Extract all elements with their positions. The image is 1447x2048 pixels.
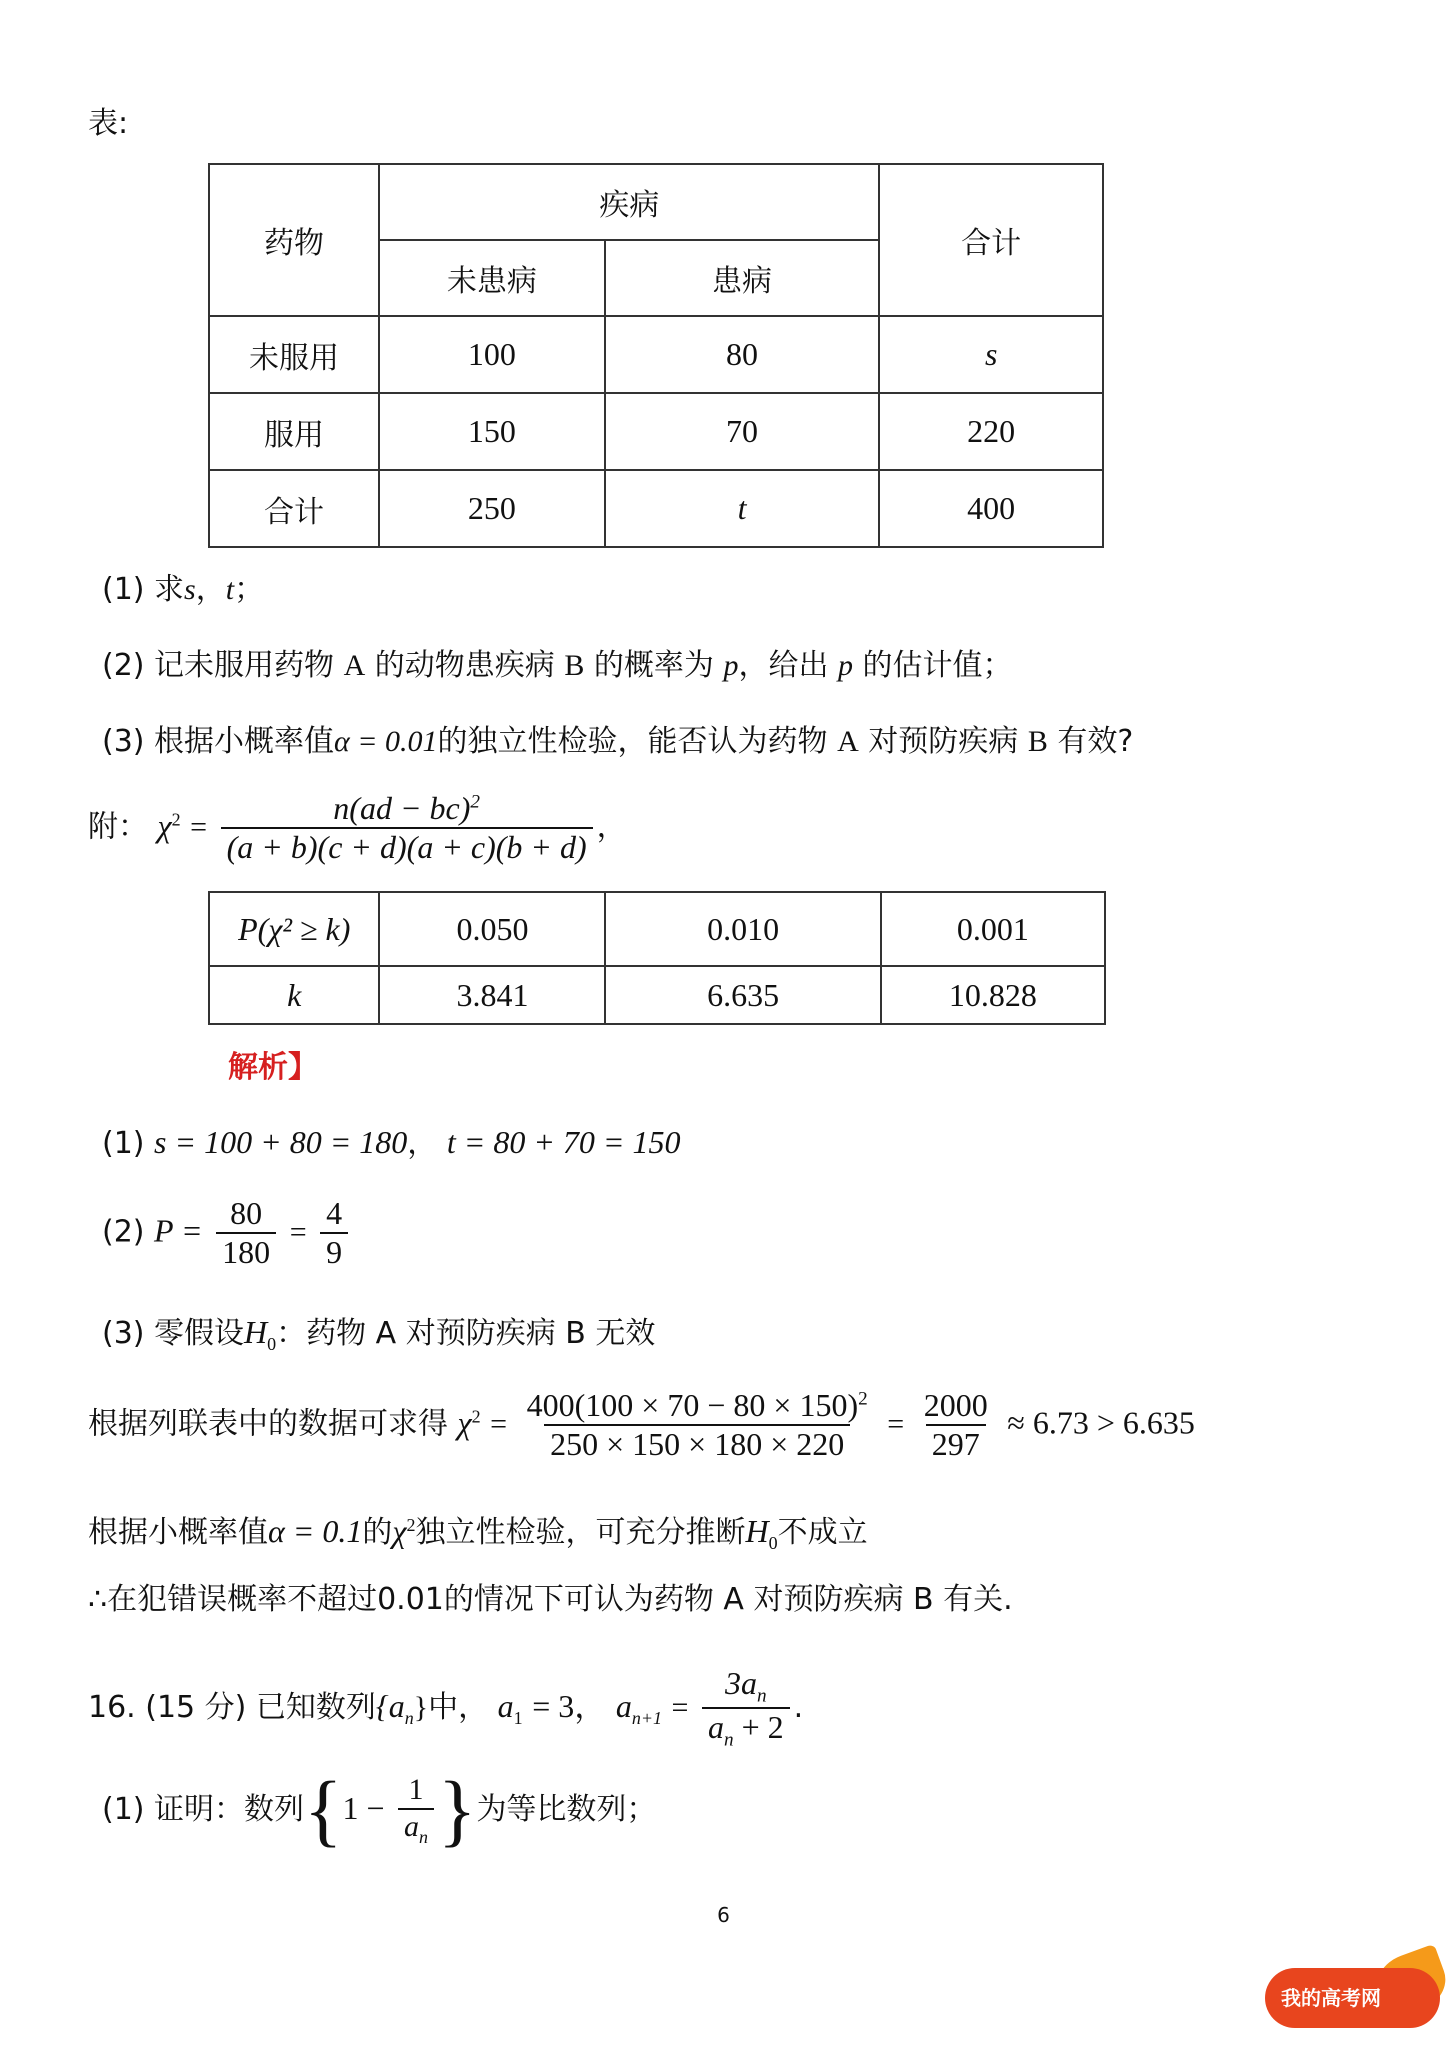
contingency-table [208, 163, 1104, 548]
p-value: 0.010 [605, 892, 880, 966]
th-has-disease: 患病 [605, 240, 880, 316]
appendix-formula: 附： $\chi^2$ = $\frac{n(ad - bc)^2}{(a + b)(c + d)(a + c)(b + d)}$ ， [88, 790, 627, 865]
cell: t [605, 470, 880, 547]
critical-value-table [208, 891, 1106, 1025]
cell: s [879, 316, 1103, 393]
solution-2: (2) P = $\frac{80}{180}$ = $\frac{4}{9}$ [102, 1195, 352, 1271]
cell: 150 [379, 393, 605, 470]
cell: 220 [879, 393, 1103, 470]
watermark-logo: 我的高考网 [1265, 1968, 1440, 2028]
section-label: 表: [88, 106, 129, 141]
row-label-k: k [209, 966, 379, 1024]
cell: 100 [379, 316, 605, 393]
question-3: (3) 根据小概率值α = 0.01的独立性检验，能否认为药物 A 对预防疾病 B 有效? [102, 724, 1134, 759]
cell: 70 [605, 393, 880, 470]
page-number: 6 [717, 1903, 730, 1927]
conclusion: ∴在犯错误概率不超过0.01的情况下可认为药物 A 对预防疾病 B 有关. [88, 1582, 1013, 1617]
cell: 80 [605, 316, 880, 393]
analysis-heading: 解析】 [228, 1050, 318, 1085]
row-label: 服用 [209, 393, 379, 470]
th-drug: 药物 [209, 164, 379, 316]
row-label: 未服用 [209, 316, 379, 393]
k-value: 10.828 [881, 966, 1105, 1024]
flame-icon [1368, 1944, 1447, 2022]
problem-16: 16. (15 分) 已知数列$\{a_n\}$中， $a_1 = 3$， $a_{n+1}$ = $\frac{3a_n}{a_n + 2}$ . [88, 1665, 804, 1751]
solution-1: (1) s = 100 + 80 = 180， t = 80 + 70 = 150 [102, 1124, 681, 1161]
k-value: 3.841 [379, 966, 605, 1024]
solution-3: (3) 零假设$H_0$：药物 A 对预防疾病 B 无效 [102, 1314, 656, 1354]
p-value: 0.050 [379, 892, 605, 966]
th-no-disease: 未患病 [379, 240, 605, 316]
cell: 250 [379, 470, 605, 547]
p-value: 0.001 [881, 892, 1105, 966]
solution-4: 根据列联表中的数据可求得 $\chi^2$ = $\frac{400(100 \times 70 - 80 \times 150)^2}{250 \times 150 \times 180 \times 220}$ = $\frac{2000}{297}$ ≈ 6.73 > 6.635 [88, 1387, 1195, 1462]
cell: 400 [879, 470, 1103, 547]
question-1: (1) 求s，t； [102, 572, 265, 607]
th-total: 合计 [879, 164, 1103, 316]
k-value: 6.635 [605, 966, 880, 1024]
question-2: (2) 记未服用药物 A 的动物患疾病 B 的概率为 p，给出 p 的估计值； [102, 648, 1013, 683]
row-label: 合计 [209, 470, 379, 547]
problem-16-part-1: (1) 证明：数列{1 − $\frac{1}{a_n}$ }为等比数列； [102, 1766, 657, 1855]
row-label-p: P(χ² ≥ k) [209, 892, 379, 966]
th-disease: 疾病 [379, 164, 879, 240]
solution-5: 根据小概率值α = 0.1的$\chi^2$独立性检验，可充分推断$H_0$不成立 [88, 1513, 868, 1553]
